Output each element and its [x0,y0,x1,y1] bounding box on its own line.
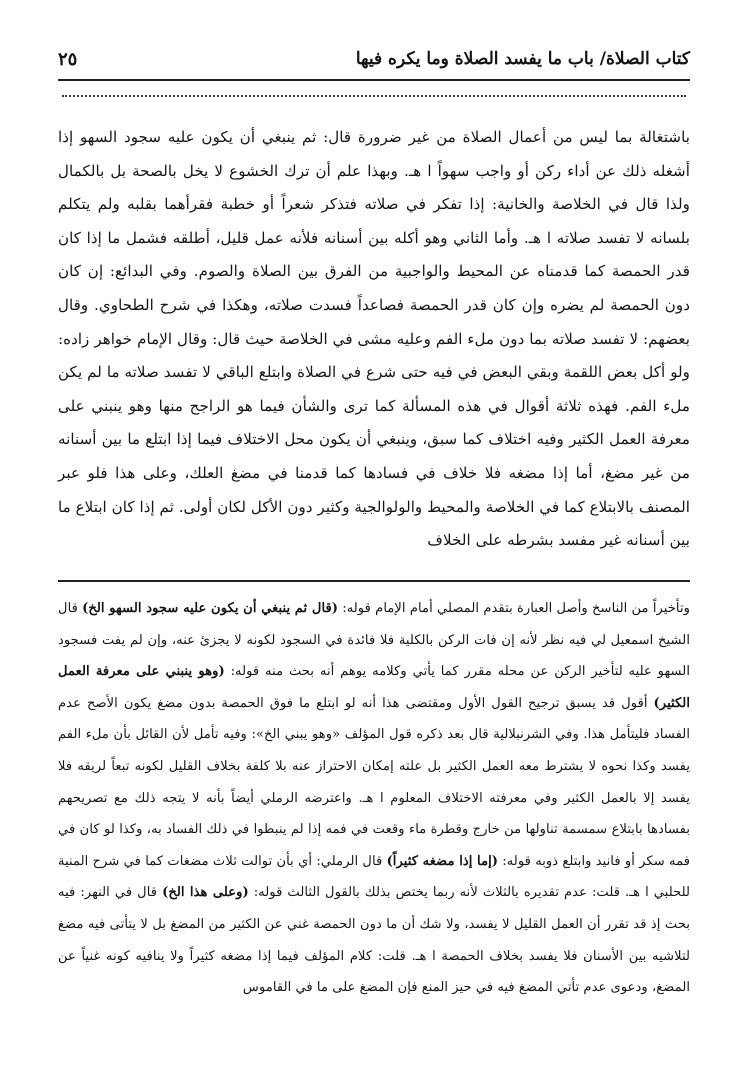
footnote-text: وتأخيراً من الناسخ وأصل العبارة بتقدم المصلي أمام الإمام قوله: [338,601,690,616]
running-title: كتاب الصلاة/ باب ما يفسد الصلاة وما يكره فيها [355,49,690,69]
header-rule [58,79,690,81]
footnote-text: قال الرملي: أي بأن توالت ثلاث مضغات كما في شرح المنية للحلبي ا هـ. قلت: عدم تقديره بالثلاث لأنه ربما يختص بذلك بالقول الثالث قوله: [58,853,690,901]
footnote-heading: (قال ثم ينبغي أن يكون عليه سجود السهو الخ) [82,601,339,616]
footnote-separator [58,580,690,582]
footnote-paragraph [58,593,690,1004]
page-header [58,42,690,76]
footnote-text: قال الشيخ اسمعيل لي فيه نظر لأنه إن فات الركن بالكلية فلا فائدة في السجود لكونه لا يجزئ عنه، وإن لم يفت فسجود السهو عليه لتأخير الركن عن محله مقرر كما يأتي وكلامه يوهم أنه بحث منه قوله: [58,601,690,680]
footnote-text: أقول قد يسبق ترجيح القول الأول ومقتضى هذا أنه لو ابتلع ما فوق الحمصة بدون مضغ يكون الأصح عدم الفساد فليتأمل هذا. وفي الشرنبلالية قال بعد ذكره قول المؤلف «وهو يبني الخ»: وفيه تأمل لأن القائل بأن ملء الفم يفسد وكذا نحوه لا يشترط معه العمل الكثير بل علته إمكان الاحتراز عنه بلا كلفة بخلاف القليل لكونه تبعاً لريقه فلا يفسد إلا بالعمل الكثير وفي معرفته الاختلاف المعلوم ا هـ. واعترضه الرملي أيضاً بأنه لا يتجه ذلك مع تصريحهم بفسادها بابتلاع سمسمة تناولها من خارج وقطرة ماء وقعت في فمه إذا لم ينبطوا في ذلك الفساد به، وكذا لو كان في فمه سكر أو فانيد وابتلع ذوبه قوله: [58,695,691,869]
dotted-separator [62,95,686,97]
footnotes [58,593,690,1004]
footnote-text: قال في النهر: فيه بحث إذ قد تقرر أن العمل القليل لا يفسد، ولا شك أن ما دون الحمصة غني عن الكثير من المضغ بل لا يتأتى فيه مضغ لتلاشيه بين الأسنان فلا يفسد بخلاف الحمصة ا هـ. قلت: كلام المؤلف فيما إذا مضغه كثيراً ولا ينافيه كونه غنياً عن المضغ، ودعوى عدم تأتي المضغ فيه في حيز المنع فإن المضغ على ما في القاموس [58,885,690,996]
main-paragraph: باشتغالة بما ليس من أعمال الصلاة من غير ضرورة قال: ثم ينبغي أن يكون عليه سجود السهو إذا أشغله ذلك عن أداء ركن أو واجب سهواً ا هـ. وبهذا علم أن ترك الخشوع لا يخل بالصحة بل بالكمال ولذا قال في الخلاصة والخانية: إذا تفكر في صلاته فتذكر شعراً أو خطبة فقرأهما بقلبه ولم يتكلم بلسانه لا تفسد صلاته ا هـ. وأما الثاني وهو أكله بين أسنانه فلأنه عمل قليل، أطلقه فشمل ما إذا كان قدر الحمصة كما قدمناه عن المحيط والواجبية من الفرق بين الصلاة والصوم. وفي البدائع: إن كان دون الحمصة لم يضره وإن كان قدر الحمصة فصاعداً فسدت صلاته، وهكذا في شرح الطحاوي. وقال بعضهم: لا تفسد صلاته بما دون ملء الفم وعليه مشى في الخلاصة حيث قال: وقال الإمام خواهر زاده: ولو أكل بعض اللقمة وبقي البعض في فيه حتى شرع في الصلاة وابتلع الباقي لا تفسد صلاته ما لم يكن ملء الفم. فهذه ثلاثة أقوال في هذه المسألة كما ترى والشأن فيما هو الراجح منها وهو ينبني على معرفة العمل الكثير وفيه اختلاف كما سبق، وينبغي أن يكون محل الاختلاف فيما إذا ابتلع ما بين أسنانه من غير مضغ، أما إذا مضغه فلا خلاف في فسادها كما قدمنا في مضغ العلك، وعلى هذا فلو عبر المصنف بالابتلاع كما في الخلاصة والمحيط والولوالجية وكثير دون الأكل لكان أولى. ثم إذا كان ابتلاع ما بين أسنانه غير مفسد بشرطه على الخلاف [58,128,690,550]
footnote-heading: (وعلى هذا الخ) [162,885,249,901]
footnote-heading: (إما إذا مضغه كثيراً) [386,853,499,869]
footnote-heading: (وهو ينبني على معرفة العمل الكثير) [58,664,690,711]
page-number: ٢٥ [58,48,78,70]
main-text [58,121,690,558]
